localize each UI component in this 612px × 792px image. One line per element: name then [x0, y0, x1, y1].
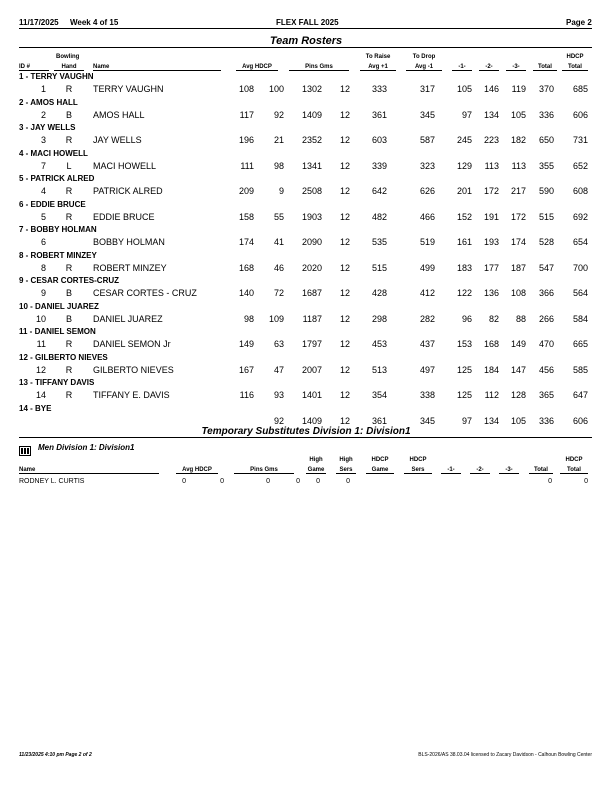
team-name: 8 - ROBERT MINZEY: [19, 250, 97, 260]
bowler-to-drop: 437: [419, 339, 435, 349]
bye-hdcp: 92: [273, 415, 284, 426]
sub-col-hdcp-sers: Sers: [404, 467, 432, 474]
bowler-to-drop: 282: [419, 313, 435, 324]
bowler-game-1: 161: [456, 237, 472, 247]
bowler-total: 336: [538, 109, 554, 120]
bowler-game-1: 245: [456, 135, 472, 145]
col-name: Name: [93, 64, 221, 71]
bowler-game-2: 82: [488, 313, 499, 324]
col-hand: Hand: [54, 64, 84, 71]
col-to-raise: To Raise: [365, 54, 391, 60]
col-game-3: -3-: [506, 64, 526, 71]
bowler-avg: 98: [243, 313, 254, 324]
bowler-avg: 111: [240, 160, 254, 171]
report-date: 11/17/2025: [19, 18, 59, 27]
bowler-hdcp-total: 692: [572, 211, 588, 222]
week-label: Week 4 of 15: [70, 18, 119, 27]
bowler-total: 456: [538, 364, 554, 375]
bowler-game-2: 191: [483, 211, 499, 222]
bowler-pins: 2090: [301, 237, 322, 247]
bye-hdcp-total: 606: [572, 415, 588, 426]
bowler-total: 365: [538, 390, 554, 400]
bowler-id: 11: [36, 339, 46, 349]
bowler-total: 528: [538, 237, 554, 247]
bowler-pins: 2007: [301, 364, 322, 375]
bowler-id: 10: [35, 313, 46, 324]
col-hdcp-total-sub: Total: [562, 64, 588, 71]
sub-hdcp-total: 0: [584, 478, 588, 485]
sub-col-hdcp-game-top: HDCP: [371, 457, 389, 463]
team-name-bye: 14 - BYE: [19, 403, 52, 413]
bowler-hdcp-total: 665: [572, 339, 588, 349]
bowler-hand: B: [65, 109, 72, 120]
bowler-to-raise: 513: [371, 364, 387, 375]
col-to-raise-sub: Avg +1: [360, 64, 396, 71]
bowler-game-1: 105: [456, 84, 472, 94]
bowler-name: BOBBY HOLMAN: [93, 237, 165, 247]
col-game-2: -2-: [479, 64, 499, 71]
sub-high-game: 0: [316, 478, 320, 485]
bowler-to-drop: 412: [419, 288, 435, 298]
bowler-name: TERRY VAUGHN: [93, 84, 164, 94]
col-game-1: -1-: [452, 64, 472, 71]
col-total: Total: [533, 64, 557, 71]
bowler-hdcp: 63: [273, 339, 284, 349]
bowler-game-2: 184: [483, 364, 499, 375]
bowler-id: 3: [40, 135, 46, 145]
bowler-total: 650: [538, 135, 554, 145]
bowler-game-2: 168: [483, 339, 499, 349]
team-name: 13 - TIFFANY DAVIS: [19, 378, 95, 387]
bowler-game-1: 129: [456, 160, 472, 171]
bowler-game-3: 182: [510, 135, 526, 145]
bowler-id: 4: [40, 186, 46, 196]
header-rule: [19, 28, 592, 29]
bowler-name: JAY WELLS: [93, 135, 142, 145]
bowler-hand: B: [65, 288, 72, 298]
bowler-to-raise: 453: [371, 339, 387, 349]
bowler-avg: 174: [238, 237, 254, 247]
bowler-to-raise: 333: [371, 84, 387, 94]
bowler-hand: R: [65, 211, 73, 222]
bowler-hdcp-total: 606: [572, 109, 588, 120]
bowler-pins: 1302: [301, 84, 322, 94]
bowler-game-2: 177: [483, 262, 499, 273]
bowler-hdcp-total: 584: [572, 313, 588, 324]
bowler-game-1: 153: [456, 339, 472, 349]
bowler-id: 8: [40, 262, 46, 273]
footer-license: BLS-2026/AS 38.03.04 licensed to Zacary Davidson - Calhoun Bowling Center: [418, 752, 592, 758]
bowler-to-drop: 626: [419, 186, 435, 196]
team-name: 2 - AMOS HALL: [19, 97, 78, 107]
sub-col-high-sers: Sers: [336, 467, 356, 474]
bowler-avg: 140: [238, 288, 254, 298]
bowler-game-3: 217: [510, 186, 526, 196]
bowler-to-drop: 317: [419, 84, 435, 94]
bowler-hdcp-total: 731: [572, 135, 588, 145]
bowler-avg: 117: [239, 109, 254, 120]
sub-name: RODNEY L. CURTIS: [19, 478, 85, 485]
subs-group-label: Men Division 1: Division1: [38, 443, 135, 452]
bowler-name: DANIEL SEMON Jr: [93, 339, 171, 349]
sub-col-total: Total: [529, 467, 553, 474]
bowler-game-2: 223: [483, 135, 499, 145]
bowler-id: 12: [35, 364, 46, 375]
bowler-to-raise: 535: [371, 237, 387, 247]
bowler-hand: B: [65, 313, 72, 324]
bowler-game-3: 147: [510, 364, 526, 375]
col-to-drop-sub: Avg -1: [406, 64, 442, 71]
bowler-total: 266: [538, 313, 554, 324]
title-rule: [19, 47, 592, 48]
bowler-game-1: 125: [456, 390, 472, 400]
bowler-id: 2: [40, 109, 46, 120]
bowler-hand: R: [65, 390, 73, 400]
bowler-pins: 2020: [301, 262, 322, 273]
bowler-avg: 209: [238, 186, 254, 196]
bowler-avg: 168: [238, 262, 254, 273]
sub-pins: 0: [266, 478, 270, 485]
sub-col-hdcp-total-top: HDCP: [565, 457, 583, 463]
bowler-game-1: 152: [456, 211, 472, 222]
sub-col-high-game-top: High: [309, 457, 323, 463]
bowler-pins: 1797: [301, 339, 322, 349]
team-name: 4 - MACI HOWELL: [19, 148, 88, 158]
sub-games: 0: [296, 478, 300, 485]
team-name: 11 - DANIEL SEMON: [19, 327, 96, 336]
bowler-avg: 116: [239, 390, 254, 400]
bowler-pins: 1341: [301, 160, 322, 171]
sub-avg: 0: [182, 478, 186, 485]
bowler-hand: R: [65, 84, 73, 94]
bye-to-drop: 345: [419, 415, 435, 426]
sub-col-game-3: -3-: [499, 467, 519, 474]
bowler-to-raise: 361: [371, 109, 387, 120]
bowler-to-drop: 466: [419, 211, 435, 222]
bowler-games: 12: [339, 313, 350, 324]
bowler-to-drop: 345: [419, 109, 435, 120]
bowler-hdcp: 72: [273, 288, 284, 298]
bowler-hdcp: 55: [273, 211, 284, 222]
bowler-hand: R: [65, 186, 73, 196]
bowler-hdcp-total: 685: [572, 84, 588, 94]
bye-game-3: 105: [510, 415, 526, 426]
bowler-games: 12: [339, 160, 350, 171]
bowler-game-1: 122: [456, 288, 472, 298]
bowler-hdcp: 47: [273, 364, 284, 375]
bowler-total: 470: [538, 339, 554, 349]
bowler-pins: 2508: [301, 186, 322, 196]
bowler-games: 12: [339, 339, 350, 349]
bowler-name: EDDIE BRUCE: [93, 211, 155, 222]
bowler-game-1: 96: [461, 313, 472, 324]
page-number: Page 2: [566, 18, 592, 27]
bowler-name: PATRICK ALRED: [93, 186, 163, 196]
bowler-to-raise: 354: [371, 390, 387, 400]
bowler-to-raise: 603: [371, 135, 387, 145]
bowler-game-3: 172: [510, 211, 526, 222]
bowler-game-1: 97: [461, 109, 472, 120]
bowler-pins: 1409: [301, 109, 322, 120]
bowler-games: 12: [339, 237, 350, 247]
bowler-games: 12: [339, 211, 350, 222]
bowler-total: 515: [538, 211, 554, 222]
sub-high-sers: 0: [346, 478, 350, 485]
bowler-pins: 1903: [301, 211, 322, 222]
team-name: 10 - DANIEL JUAREZ: [19, 301, 99, 311]
bowler-avg: 158: [238, 211, 254, 222]
bowler-avg: 196: [238, 135, 254, 145]
subs-title: Temporary Substitutes Division 1: Division1: [201, 426, 411, 437]
bowler-game-2: 172: [483, 186, 499, 196]
bowler-games: 12: [339, 109, 350, 120]
sub-total: 0: [548, 478, 552, 485]
col-avg-hdcp: Avg HDCP: [236, 64, 278, 71]
bowler-total: 590: [538, 186, 554, 196]
bowler-hdcp-total: 652: [572, 160, 588, 171]
bowler-game-3: 128: [510, 390, 526, 400]
bowler-to-raise: 298: [371, 313, 387, 324]
bowler-games: 12: [339, 84, 350, 94]
team-name: 5 - PATRICK ALRED: [19, 174, 95, 183]
team-name: 6 - EDDIE BRUCE: [19, 199, 86, 209]
bowler-hdcp-total: 647: [572, 390, 588, 400]
sub-col-avg-hdcp: Avg HDCP: [176, 467, 218, 474]
sub-col-high-sers-top: High: [339, 457, 353, 463]
bowler-total: 370: [538, 84, 554, 94]
bowler-to-raise: 428: [371, 288, 387, 298]
bowler-name: ROBERT MINZEY: [93, 262, 167, 273]
bowler-game-2: 134: [483, 109, 499, 120]
bowler-total: 366: [538, 288, 554, 298]
bowler-name: MACI HOWELL: [93, 160, 157, 171]
bowler-name: CESAR CORTES - CRUZ: [93, 288, 197, 298]
bowling-pins-icon: [19, 443, 31, 453]
footer-timestamp: 11/23/2025 4:10 pm Page 2 of 2: [19, 752, 92, 758]
bowler-to-drop: 499: [419, 262, 435, 273]
bowler-game-3: 88: [515, 313, 526, 324]
bowler-game-3: 149: [510, 339, 526, 349]
bye-total: 336: [538, 415, 554, 426]
team-name: 1 - TERRY VAUGHN: [19, 72, 94, 81]
team-name: 3 - JAY WELLS: [19, 123, 76, 132]
bowler-game-2: 146: [483, 84, 499, 94]
bye-pins: 1409: [301, 415, 322, 426]
section-title: Team Rosters: [269, 35, 343, 47]
bowler-name: TIFFANY E. DAVIS: [93, 390, 170, 400]
col-to-drop: To Drop: [412, 54, 436, 60]
bowler-to-drop: 338: [419, 390, 435, 400]
bowler-hdcp: 100: [268, 84, 284, 94]
bowler-to-drop: 323: [419, 160, 435, 171]
team-name: 12 - GILBERTO NIEVES: [19, 352, 108, 362]
bowler-name: GILBERTO NIEVES: [93, 364, 174, 375]
bowler-games: 12: [339, 186, 350, 196]
bowler-game-2: 113: [484, 160, 499, 171]
bowler-pins: 1187: [302, 313, 322, 324]
sub-col-game-2: -2-: [470, 467, 490, 474]
bowler-pins: 1401: [301, 390, 322, 400]
bowler-total: 547: [538, 262, 554, 273]
sub-col-game-1: -1-: [441, 467, 461, 474]
bowler-game-3: 187: [510, 262, 526, 273]
sub-col-hdcp-sers-top: HDCP: [409, 457, 427, 463]
bowler-games: 12: [339, 390, 350, 400]
bowler-hdcp: 41: [273, 237, 284, 247]
bowler-game-2: 112: [484, 390, 499, 400]
bowler-to-raise: 515: [371, 262, 387, 273]
bowler-game-2: 193: [483, 237, 499, 247]
col-hdcp-total: HDCP: [566, 54, 584, 60]
bowler-games: 12: [339, 262, 350, 273]
sub-col-name: Name: [19, 467, 159, 474]
bowler-hdcp: 46: [273, 262, 284, 273]
bowler-game-3: 113: [511, 160, 526, 171]
sub-hdcp: 0: [220, 478, 224, 485]
bowler-id: 5: [40, 211, 46, 222]
bowler-name: DANIEL JUAREZ: [93, 313, 163, 324]
bowler-games: 12: [339, 288, 350, 298]
bowler-game-3: 174: [510, 237, 526, 247]
bowler-hand: R: [65, 364, 73, 375]
bowler-pins: 1687: [301, 288, 322, 298]
bowler-game-3: 105: [510, 109, 526, 120]
team-name: 7 - BOBBY HOLMAN: [19, 225, 97, 234]
bowler-hdcp: 98: [273, 160, 284, 171]
bowler-to-raise: 339: [371, 160, 387, 171]
sub-col-high-game: Game: [307, 467, 325, 473]
bowler-hdcp: 92: [273, 109, 284, 120]
bowler-game-2: 136: [483, 288, 499, 298]
team-name: 9 - CESAR CORTES-CRUZ: [19, 276, 120, 285]
bowler-hdcp-total: 700: [572, 262, 588, 273]
bowler-hdcp: 9: [278, 186, 284, 196]
bowler-game-1: 201: [456, 186, 472, 196]
bowler-total: 355: [538, 160, 554, 171]
bye-game-1: 97: [461, 415, 472, 426]
sub-col-pins-gms: Pins Gms: [234, 467, 294, 474]
col-pins-gms: Pins Gms: [289, 64, 349, 71]
subs-rule: [19, 437, 592, 438]
bowler-to-drop: 519: [419, 237, 435, 247]
bowler-game-3: 119: [511, 84, 526, 94]
bowler-id: 6: [40, 237, 46, 247]
bowler-hdcp: 21: [273, 135, 284, 145]
bowler-name: AMOS HALL: [93, 109, 145, 120]
bowler-to-raise: 482: [371, 211, 387, 222]
bowler-games: 12: [339, 135, 350, 145]
bowler-to-raise: 642: [371, 186, 387, 196]
bowler-hdcp-total: 654: [572, 237, 588, 247]
bowler-avg: 108: [238, 84, 254, 94]
bye-to-raise: 361: [371, 415, 387, 426]
col-bowling: Bowling: [56, 54, 80, 60]
bowler-id: 1: [40, 84, 46, 94]
bowler-hdcp-total: 564: [572, 288, 588, 298]
league-name: FLEX FALL 2025: [276, 18, 339, 27]
bowler-hand: R: [65, 262, 73, 273]
bye-games: 12: [339, 415, 350, 426]
bowler-to-drop: 497: [419, 364, 435, 375]
col-id: ID #: [19, 64, 49, 71]
bowler-hand: R: [65, 339, 73, 349]
bowler-avg: 149: [238, 339, 254, 349]
bowler-hdcp-total: 585: [572, 364, 588, 375]
bowler-hdcp-total: 608: [572, 186, 588, 196]
bowler-game-1: 125: [456, 364, 472, 375]
bowler-avg: 167: [238, 364, 254, 375]
bowler-games: 12: [339, 364, 350, 375]
bowler-id: 9: [40, 288, 46, 298]
sub-col-hdcp-total: Total: [560, 467, 588, 474]
bowler-hdcp: 93: [273, 390, 284, 400]
bowler-id: 7: [40, 160, 46, 171]
bye-game-2: 134: [483, 415, 499, 426]
bowler-to-drop: 587: [419, 135, 435, 145]
bowler-hdcp: 109: [268, 313, 284, 324]
bowler-hand: R: [65, 135, 73, 145]
bowler-hand: L: [66, 160, 72, 171]
sub-col-hdcp-game: Game: [366, 467, 394, 474]
bowler-pins: 2352: [301, 135, 322, 145]
bowler-game-3: 108: [510, 288, 526, 298]
bowler-game-1: 183: [456, 262, 472, 273]
bowler-id: 14: [35, 390, 46, 400]
